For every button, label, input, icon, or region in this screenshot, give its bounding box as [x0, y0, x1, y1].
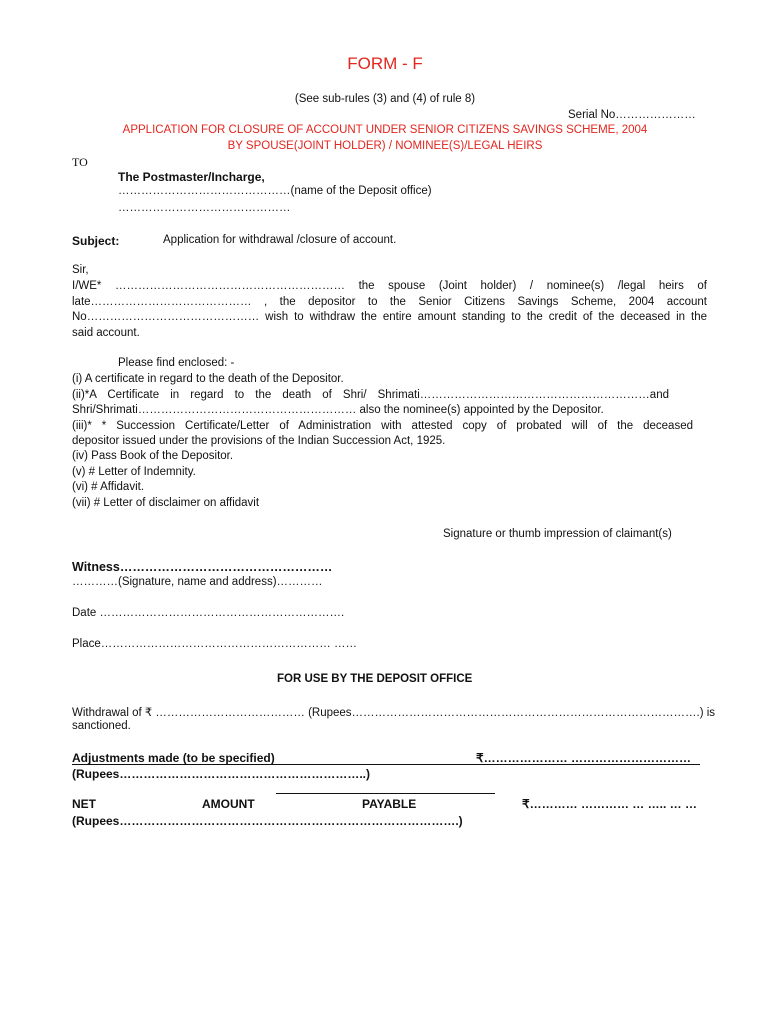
form-heading-line2: BY SPOUSE(JOINT HOLDER) / NOMINEE(S)/LEGAL HEIRS [227, 140, 543, 152]
salutation: Sir, [72, 264, 89, 276]
office-use-heading: FOR USE BY THE DEPOSIT OFFICE [277, 673, 473, 685]
to-label: TO [72, 155, 88, 169]
net-amount: ₹………… ………… … ….. … … [522, 797, 697, 811]
body-line-1: I/WE* …………………………………………………… the spouse (Joint holder) / nominee(s) /legal heirs of [72, 280, 707, 292]
adjustments-amount: ₹………………… ………………………… [476, 751, 691, 765]
subject-text: Application for withdrawal /closure of account. [163, 234, 397, 246]
adjustments-rupees: (Rupees……………………………………………………..) [72, 767, 371, 781]
enclosure-item: depositor issued under the provisions of the Indian Succession Act, 1925. [72, 435, 446, 447]
enclosure-item: (ii)*A Certificate in regard to the death of Shri/ Shrimati……………………………………………………and [72, 389, 669, 401]
enclosed-intro: Please find enclosed: - [118, 357, 235, 369]
enclosure-item: (vii) # Letter of disclaimer on affidavit [72, 497, 260, 509]
claimant-signature: Signature or thumb impression of claimant(s) [443, 528, 672, 540]
enclosure-item: (v) # Letter of Indemnity. [72, 466, 196, 478]
adjustments-underline [72, 764, 700, 765]
addressee: The Postmaster/Incharge, [118, 170, 265, 184]
net-divider-line [276, 793, 495, 794]
deposit-office-line1: ………………………………………(name of the Deposit office) [118, 185, 432, 197]
net-rupees: (Rupees………………………………………………………………………….) [72, 814, 463, 828]
body-line-4: said account. [72, 327, 140, 339]
payable-label: PAYABLE [362, 797, 417, 811]
enclosure-item: Shri/Shrimati………………………………………………… also the nominee(s) appointed by the Depositor. [72, 404, 604, 416]
form-heading-line1: APPLICATION FOR CLOSURE OF ACCOUNT UNDER SENIOR CITIZENS SAVINGS SCHEME, 2004 [122, 124, 648, 136]
serial-number: Serial No………………… [568, 109, 696, 121]
withdrawal-sanctioned: sanctioned. [72, 720, 131, 732]
body-line-3: No……………………………………… wish to withdraw the entire amount standing to the credit of the deceased in the [72, 311, 707, 323]
form-title: FORM - F [347, 54, 423, 73]
body-line-2: late…………………………………… , the depositor to the Senior Citizens Savings Scheme, 2004 account [72, 296, 707, 308]
subject-label: Subject: [72, 234, 120, 248]
amount-label: AMOUNT [202, 797, 255, 811]
net-label: NET [72, 797, 96, 811]
witness-signature: …………(Signature, name and address)………… [72, 576, 323, 588]
enclosure-item: (iv) Pass Book of the Depositor. [72, 450, 234, 462]
enclosure-item: (iii)* * Succession Certificate/Letter of Administration with attested copy of probated will of the deceased [72, 420, 693, 432]
enclosure-item: (vi) # Affidavit. [72, 481, 145, 493]
adjustments-label: Adjustments made (to be specified) [72, 751, 275, 765]
withdrawal-line: Withdrawal of ₹ ………………………………… (Rupees……………………………………………………………………………….) is [72, 707, 716, 719]
form-subtitle: (See sub-rules (3) and (4) of rule 8) [294, 93, 476, 105]
date-field: Date ………………………………………………………. [72, 607, 345, 619]
place-field: Place…………………………………………………… …… [72, 638, 357, 650]
enclosure-item: (i) A certificate in regard to the death of the Depositor. [72, 373, 344, 385]
witness-label: Witness…………………………………………… [72, 560, 333, 574]
deposit-office-line2: ……………………………………… [118, 202, 291, 214]
